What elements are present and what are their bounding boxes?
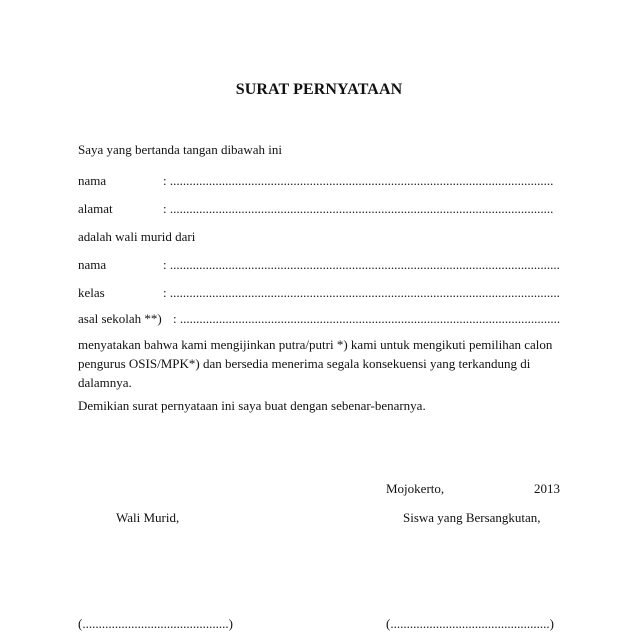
field-nama-2: [78, 257, 560, 273]
field-kelas: [78, 285, 560, 301]
field-asal-sekolah: [78, 311, 561, 327]
field-label: alamat: [78, 201, 113, 216]
field-dots: : ........................................................................................................................: [163, 257, 560, 272]
right-signature-line: (.................................................): [386, 616, 554, 631]
field-label: kelas: [78, 285, 105, 300]
field-nama-1: [78, 173, 554, 189]
left-signature-line: (.............................................): [78, 616, 233, 631]
field-dots: : ......................................................................................................................: [163, 201, 554, 216]
right-signer-label: Siswa yang Bersangkutan,: [403, 510, 541, 525]
place-label: Mojokerto,: [386, 481, 445, 496]
field-dots: : ......................................................................................................................: [163, 173, 554, 188]
field-label: nama: [78, 173, 107, 188]
field-label: nama: [78, 257, 107, 272]
field-label: asal sekolah **): [78, 311, 162, 326]
left-signer-label: Wali Murid,: [116, 510, 180, 525]
field-dots: : ........................................................................................................................: [163, 285, 560, 300]
field-dots: : .....................................................................................................................: [173, 311, 561, 326]
statement-paragraph: menyatakan bahwa kami mengijinkan putra/putri *) kami untuk mengikuti pemilihan calon pengurus OSIS/MPK*) dan bersedia menerima segala konsekuensi yang terkandung di dalamnya.: [78, 337, 553, 390]
intro-text: Saya yang bertanda tangan dibawah ini: [78, 142, 282, 157]
closing-text: Demikian surat pernyataan ini saya buat dengan sebenar-benarnya.: [78, 398, 426, 413]
field-alamat: [78, 201, 554, 217]
document-title: SURAT PERNYATAAN: [235, 81, 403, 98]
year-label: 2013: [534, 481, 560, 496]
guardian-line: adalah wali murid dari: [78, 229, 196, 244]
